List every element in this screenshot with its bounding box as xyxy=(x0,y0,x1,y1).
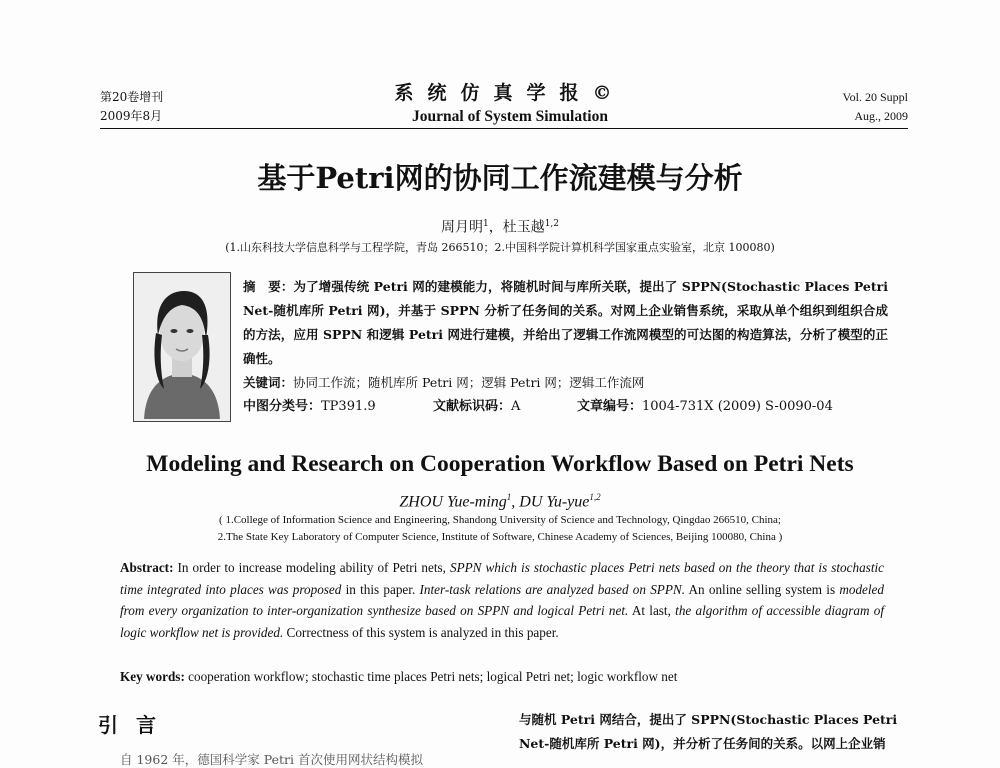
date-en: Aug., 2009 xyxy=(854,109,908,123)
chinese-abstract-block xyxy=(243,275,888,419)
author-2-en-sup: 1,2 xyxy=(589,492,601,502)
author-2-en: DU Yu-yue xyxy=(519,493,590,511)
author-2-cn-sup: 1,2 xyxy=(544,219,560,229)
paper-title-en: Modeling and Research on Cooperation Workflow Based on Petri Nets xyxy=(146,451,854,477)
date-cn: 2009年8月 xyxy=(100,109,163,123)
author-2-cn: 杜玉越 xyxy=(502,219,545,236)
abstract-en: Abstract: In order to increase modeling ability of Petri nets, SPPN which is stochastic places Petri nets based on the theory that is stochastic time integrated into places was proposed in this paper. Inter-task relations are analyzed based on SPPN. An online selling system is modeled from every organization to inter-organization synthesize based on SPPN and logical Petri net. At last, the algorithm of accessible diagram of logic workflow net is provided. Correctness of this system is analyzed in this paper. xyxy=(120,560,885,640)
section-heading-intro: 引言 xyxy=(98,713,174,737)
clc-number: 中图分类号：TP391.9 xyxy=(243,399,376,414)
abstract-cn-text: 为了增强传统 Petri 网的建模能力，将随机时间与库所关联，提出了 SPPN(Stochastic Places Petri Net-随机库所 Petri 网)，并基于 SPPN 分析了任务间的关系。对网上企业销售系统，采取从单个组织到组织合成的方法，应用 SPPN 和逻辑 Petri 网进行建模，并给出了逻辑工作流网模型的可达图的构造算法，分析了模型的正确性。 xyxy=(243,279,888,366)
journal-title-cn: 系统仿真学报© xyxy=(394,82,626,104)
classification-row xyxy=(243,395,888,419)
article-number: 文章编号：1004-731X (2009) S-0090-04 xyxy=(577,399,833,414)
keywords-cn-text: 协同工作流；随机库所 Petri 网；逻辑 Petri 网；逻辑工作流网 xyxy=(293,375,645,390)
affiliation-en xyxy=(100,512,900,546)
authors-en xyxy=(300,486,700,513)
document-code: 文献标识码：A xyxy=(433,399,521,414)
paper-title-cn: 基于Petri网的协同工作流建模与分析 xyxy=(257,161,743,195)
keywords-cn xyxy=(243,371,888,395)
author-photo-image xyxy=(134,273,230,421)
abstract-cn xyxy=(243,275,888,371)
abstract-en-label: Abstract: xyxy=(120,560,174,575)
header-rule xyxy=(100,128,908,129)
author-1-en-sup: 1 xyxy=(506,492,512,502)
author-sep-en: , xyxy=(511,493,520,511)
affiliation-en-line-2: 2.The State Key Laboratory of Computer Science, Institute of Software, Chinese Academy of Sciences, Beijing 100080, China ) xyxy=(217,531,783,543)
abstract-cn-label: 摘 要： xyxy=(243,279,294,294)
affiliation-cn: (1.山东科技大学信息科学与工程学院，青岛 266510；2.中国科学院计算机科学国家重点实验室，北京 100080) xyxy=(225,241,775,254)
keywords-en xyxy=(120,666,884,687)
keywords-en-label: Key words: xyxy=(120,669,185,684)
header-left xyxy=(100,88,163,126)
author-1-en: ZHOU Yue-ming xyxy=(399,493,507,511)
author-sep-cn: ， xyxy=(488,219,503,236)
author-photo xyxy=(133,272,231,422)
volume-cn: 第20卷增刊 xyxy=(100,90,164,104)
authors-cn xyxy=(300,214,700,238)
affiliation-en-line-1: ( 1.College of Information Science and Engineering, Shandong University of Science and Technology, Qingdao 266510, China; xyxy=(219,514,781,526)
keywords-cn-label: 关键词： xyxy=(243,375,294,390)
keywords-en-text: cooperation workflow; stochastic time places Petri nets; logical Petri net; logic workflow net xyxy=(184,669,678,684)
author-1-cn-sup: 1 xyxy=(482,219,489,229)
intro-left-partial-text: 自 1962 年，德国科学家 Petri 首次使用网状结构模拟 xyxy=(120,752,423,767)
journal-header xyxy=(380,80,640,128)
journal-title-en: Journal of System Simulation xyxy=(412,108,608,125)
header-right xyxy=(843,88,908,126)
volume-en: Vol. 20 Suppl xyxy=(842,90,908,104)
intro-right-column-text: 与随机 Petri 网结合，提出了 SPPN(Stochastic Places Petri Net-随机库所 Petri 网)，并分析了任务间的关系。以网上企业销 xyxy=(519,712,898,751)
author-1-cn: 周月明 xyxy=(440,219,483,236)
